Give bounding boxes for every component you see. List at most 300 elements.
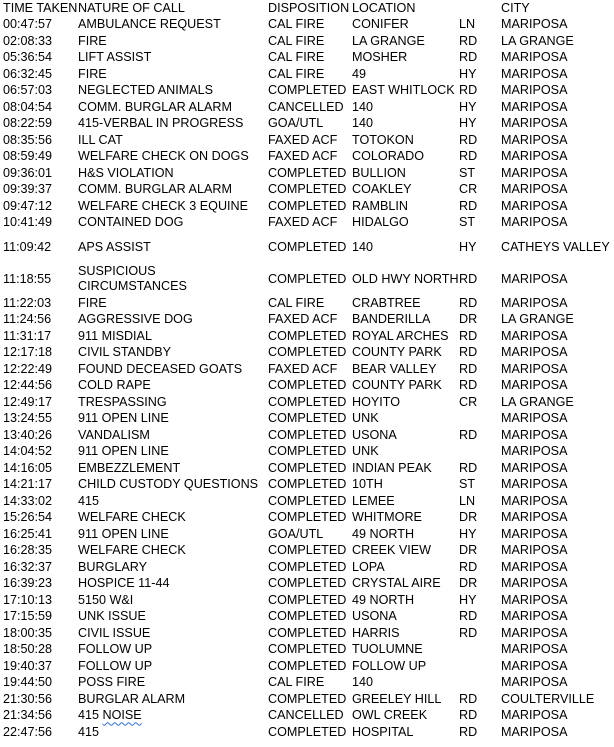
location-cell: COUNTY PARK [352,345,442,360]
city-cell: MARIPOSA [501,460,568,475]
location-cell: HOSPITAL [352,724,414,739]
time-cell: 05:36:54 [3,50,53,65]
table-row [0,263,614,295]
city-cell: MARIPOSA [501,17,568,32]
city-cell: MARIPOSA [501,592,568,607]
disposition-cell: COMPLETED [268,411,347,426]
disposition-cell: CAL FIRE [268,675,325,690]
time-cell: 11:22:03 [3,295,52,310]
table-row [0,165,614,182]
time-cell: 19:44:50 [3,675,53,690]
location-cell: 10TH [352,477,383,492]
street-suffix-cell: RD [459,708,478,723]
street-suffix-cell: RD [459,328,478,343]
disposition-cell: FAXED ACF [268,361,338,376]
street-suffix-cell: RD [459,198,478,213]
time-cell: 11:18:55 [3,271,52,286]
city-cell: MARIPOSA [501,271,568,286]
disposition-cell: CAL FIRE [268,66,325,81]
time-cell: 09:36:01 [3,165,53,180]
nature-cell: SUSPICIOUS CIRCUMSTANCES [78,264,187,293]
nature-cell: COMM. BURGLAR ALARM [78,182,232,197]
time-cell: 17:10:13 [3,592,53,607]
nature-cell: CONTAINED DOG [78,215,184,230]
location-cell: CREEK VIEW [352,543,432,558]
disposition-cell: COMPLETED [268,427,347,442]
city-cell: MARIPOSA [501,526,568,541]
disposition-cell: COMPLETED [268,510,347,525]
city-cell: MARIPOSA [501,493,568,508]
street-suffix-cell: RD [459,427,478,442]
city-cell: MARIPOSA [501,66,568,81]
time-cell: 12:17:18 [3,345,53,360]
street-suffix-cell [456,675,498,692]
city-cell: MARIPOSA [501,149,568,164]
city-cell: MARIPOSA [501,609,568,624]
location-cell: 140 [352,116,374,131]
time-cell: 08:35:56 [3,132,53,147]
nature-cell: NEGLECTED ANIMALS [78,83,214,98]
location-cell: TUOLUMNE [352,642,423,657]
city-cell: MARIPOSA [501,132,568,147]
street-suffix-cell: DR [459,543,478,558]
city-cell: MARIPOSA [501,215,568,230]
nature-cell: 911 MISDIAL [78,328,152,343]
street-suffix-cell: ST [459,165,476,180]
street-suffix-cell: RD [459,378,478,393]
nature-cell: EMBEZZLEMENT [78,460,181,475]
table-row [0,328,614,345]
location-cell: COLORADO [352,149,425,164]
disposition-cell: COMPLETED [268,198,347,213]
street-suffix-cell: RD [459,149,478,164]
city-cell: MARIPOSA [501,182,568,197]
disposition-cell: COMPLETED [268,477,347,492]
street-suffix-cell: HY [459,592,477,607]
time-cell: 11:09:42 [3,239,52,254]
time-cell: 09:39:37 [3,182,53,197]
time-cell: 16:25:41 [3,526,53,541]
table-row [0,477,614,494]
time-cell: 08:22:59 [3,116,53,131]
location-cell: LOPA [352,559,385,574]
street-suffix-cell: RD [459,33,478,48]
nature-cell: CIVIL ISSUE [78,625,151,640]
table-row [0,658,614,675]
disposition-cell: COMPLETED [268,543,347,558]
disposition-cell: COMPLETED [268,239,347,254]
location-cell: OLD HWY NORTH [352,271,459,286]
city-cell: MARIPOSA [501,675,568,690]
table-row [0,149,614,166]
nature-cell: BURGLAR ALARM [78,691,186,706]
city-cell: MARIPOSA [501,576,568,591]
time-cell: 22:47:56 [3,724,53,739]
table-row [0,116,614,133]
table-row [0,132,614,149]
time-cell: 16:28:35 [3,543,53,558]
table-row [0,378,614,395]
city-cell: LA GRANGE [501,312,574,327]
header-location: LOCATION [352,0,416,15]
street-suffix-cell: HY [459,116,477,131]
location-cell: COAKLEY [352,182,412,197]
location-cell: HIDALGO [352,215,409,230]
time-cell: 12:44:56 [3,378,53,393]
disposition-cell: COMPLETED [268,691,347,706]
location-cell: 140 [352,99,374,114]
table-row [0,708,614,725]
time-cell: 10:41:49 [3,215,53,230]
table-row [0,724,614,741]
street-suffix-cell [456,642,498,659]
location-cell: CRABTREE [352,295,421,310]
street-suffix-cell: RD [459,724,478,739]
disposition-cell: COMPLETED [268,576,347,591]
city-cell: LA GRANGE [501,394,574,409]
location-cell: USONA [352,427,397,442]
time-cell: 11:24:56 [3,312,52,327]
nature-cell: CIVIL STANDBY [78,345,172,360]
location-cell: UNK [352,444,379,459]
time-cell: 08:59:49 [3,149,53,164]
disposition-cell: COMPLETED [268,165,347,180]
table-row [0,691,614,708]
street-suffix-cell: CR [459,394,478,409]
header-time: TIME TAKEN [3,0,78,15]
disposition-cell: FAXED ACF [268,312,338,327]
table-row [0,592,614,609]
disposition-cell: COMPLETED [268,345,347,360]
street-suffix-cell: DR [459,312,478,327]
street-suffix-cell: RD [459,345,478,360]
time-cell: 08:04:54 [3,99,53,114]
location-cell: MOSHER [352,50,408,65]
city-cell: MARIPOSA [501,510,568,525]
street-suffix-cell: RD [459,460,478,475]
nature-cell: 911 OPEN LINE [78,444,169,459]
location-cell: ROYAL ARCHES [352,328,449,343]
table-row [0,411,614,428]
nature-cell: COLD RAPE [78,378,151,393]
street-suffix-cell: LN [459,493,476,508]
location-cell: BULLION [352,165,406,180]
nature-cell: 911 OPEN LINE [78,411,169,426]
location-cell: HARRIS [352,625,400,640]
street-suffix-cell: RD [459,50,478,65]
nature-cell: 415 [78,493,100,508]
nature-cell: 5150 W&I [78,592,134,607]
nature-cell: HOSPICE 11-44 [78,576,170,591]
header-suffix [456,0,498,17]
disposition-cell: COMPLETED [268,328,347,343]
nature-cell: WELFARE CHECK 3 EQUINE [78,198,249,213]
street-suffix-cell: RD [459,609,478,624]
time-cell: 14:33:02 [3,493,53,508]
street-suffix-cell: RD [459,691,478,706]
city-cell: MARIPOSA [501,328,568,343]
nature-cell: WELFARE CHECK [78,543,186,558]
time-cell: 14:21:17 [3,477,53,492]
city-cell: MARIPOSA [501,658,568,673]
table-row [0,576,614,593]
city-cell: MARIPOSA [501,543,568,558]
disposition-cell: COMPLETED [268,609,347,624]
location-cell: BEAR VALLEY [352,361,437,376]
city-cell: MARIPOSA [501,444,568,459]
street-suffix-cell: RD [459,361,478,376]
time-cell: 14:04:52 [3,444,53,459]
disposition-cell: FAXED ACF [268,132,338,147]
nature-cell: LIFT ASSIST [78,50,152,65]
time-cell: 18:00:35 [3,625,53,640]
table-row [0,83,614,100]
disposition-cell: CANCELLED [268,708,344,723]
table-row [0,460,614,477]
disposition-cell: COMPLETED [268,592,347,607]
nature-cell: VANDALISM [78,427,150,442]
street-suffix-cell: RD [459,559,478,574]
table-row [0,295,614,312]
table-row [0,625,614,642]
disposition-cell: GOA/UTL [268,116,324,131]
disposition-cell: GOA/UTL [268,526,324,541]
table-row [0,543,614,560]
table-row [0,182,614,199]
location-cell: UNK [352,411,379,426]
disposition-cell: COMPLETED [268,559,347,574]
street-suffix-cell: ST [459,215,476,230]
time-cell: 12:22:49 [3,361,53,376]
street-suffix-cell: RD [459,625,478,640]
nature-cell: COMM. BURGLAR ALARM [78,99,232,114]
table-row [0,17,614,34]
street-suffix-cell: CR [459,182,478,197]
disposition-cell: COMPLETED [268,271,347,286]
location-cell: TOTOKON [352,132,414,147]
table-row [0,444,614,461]
table-row [0,493,614,510]
street-suffix-cell: LN [459,17,476,32]
time-cell: 19:40:37 [3,658,53,673]
nature-cell: FOUND DECEASED GOATS [78,361,243,376]
city-cell: MARIPOSA [501,345,568,360]
city-cell: MARIPOSA [501,295,568,310]
disposition-cell: CAL FIRE [268,17,325,32]
disposition-cell: COMPLETED [268,460,347,475]
disposition-cell: FAXED ACF [268,149,338,164]
table-row [0,510,614,527]
time-cell: 14:16:05 [3,460,53,475]
nature-cell: FOLLOW UP [78,658,153,673]
disposition-cell: CAL FIRE [268,50,325,65]
time-cell: 00:47:57 [3,17,53,32]
header-nature: NATURE OF CALL [78,0,185,15]
city-cell: MARIPOSA [501,83,568,98]
city-cell: CATHEYS VALLEY [501,239,610,254]
time-cell: 15:26:54 [3,510,53,525]
table-row [0,609,614,626]
disposition-cell: COMPLETED [268,394,347,409]
street-suffix-cell: RD [459,295,478,310]
nature-cell: BURGLARY [78,559,148,574]
street-suffix-cell: RD [459,132,478,147]
table-row [0,231,614,263]
nature-cell: FIRE [78,33,107,48]
nature-cell: APS ASSIST [78,239,151,254]
disposition-cell: COMPLETED [268,493,347,508]
street-suffix-cell: DR [459,576,478,591]
time-cell: 06:57:03 [3,83,53,98]
street-suffix-cell: RD [459,271,478,286]
time-cell: 21:30:56 [3,691,53,706]
table-row [0,198,614,215]
disposition-cell: COMPLETED [268,182,347,197]
city-cell: MARIPOSA [501,559,568,574]
disposition-cell: COMPLETED [268,625,347,640]
nature-cell: AGGRESSIVE DOG [78,312,193,327]
street-suffix-cell: HY [459,99,477,114]
city-cell: MARIPOSA [501,165,568,180]
city-cell: MARIPOSA [501,378,568,393]
table-row [0,33,614,50]
header-disposition: DISPOSITION [268,0,350,15]
time-cell: 09:47:12 [3,198,53,213]
nature-cell: FIRE [78,66,107,81]
nature-cell: 415 NOISE [78,708,142,723]
city-cell: MARIPOSA [501,477,568,492]
city-cell: MARIPOSA [501,411,568,426]
location-cell: 140 [352,675,374,690]
city-cell: MARIPOSA [501,427,568,442]
nature-cell: ILL CAT [78,132,123,147]
disposition-cell: COMPLETED [268,83,347,98]
city-cell: MARIPOSA [501,724,568,739]
table-row [0,361,614,378]
location-cell: 49 [352,66,367,81]
location-cell: 49 NORTH [352,526,415,541]
location-cell: HOYITO [352,394,401,409]
nature-cell: 415 [78,724,100,739]
time-cell: 11:31:17 [3,328,52,343]
city-cell: LA GRANGE [501,33,574,48]
nature-cell: H&S VIOLATION [78,165,174,180]
city-cell: MARIPOSA [501,99,568,114]
location-cell: INDIAN PEAK [352,460,432,475]
location-cell: RAMBLIN [352,198,408,213]
table-row [0,215,614,232]
time-cell: 16:32:37 [3,559,53,574]
disposition-cell: COMPLETED [268,724,347,739]
table-row [0,66,614,83]
street-suffix-cell: ST [459,477,476,492]
street-suffix-cell: HY [459,239,477,254]
city-cell: MARIPOSA [501,625,568,640]
city-cell: MARIPOSA [501,116,568,131]
nature-cell: FIRE [78,295,107,310]
header-row [0,0,614,17]
nature-cell: CHILD CUSTODY QUESTIONS [78,477,259,492]
header-city: CITY [501,0,530,15]
time-cell: 21:34:56 [3,708,53,723]
disposition-cell: COMPLETED [268,378,347,393]
nature-cell: 911 OPEN LINE [78,526,169,541]
table-row [0,642,614,659]
nature-cell: 415-VERBAL IN PROGRESS [78,116,244,131]
disposition-cell: COMPLETED [268,444,347,459]
time-cell: 06:32:45 [3,66,53,81]
location-cell: LA GRANGE [352,33,425,48]
location-cell: 49 NORTH [352,592,415,607]
table-row [0,427,614,444]
table-row [0,345,614,362]
street-suffix-cell: RD [459,83,478,98]
location-cell: FOLLOW UP [352,658,427,673]
time-cell: 18:50:28 [3,642,53,657]
disposition-cell: FAXED ACF [268,215,338,230]
nature-cell: WELFARE CHECK ON DOGS [78,149,249,164]
city-cell: MARIPOSA [501,708,568,723]
city-cell: COULTERVILLE [501,691,595,706]
table-row [0,559,614,576]
nature-cell: TRESPASSING [78,394,167,409]
location-cell: CRYSTAL AIRE [352,576,441,591]
time-cell: 12:49:17 [3,394,53,409]
time-cell: 17:15:59 [3,609,53,624]
nature-cell: AMBULANCE REQUEST [78,17,221,32]
location-cell: LEMEE [352,493,395,508]
location-cell: EAST WHITLOCK [352,83,455,98]
location-cell: WHITMORE [352,510,422,525]
location-cell: CONIFER [352,17,409,32]
location-cell: OWL CREEK [352,708,428,723]
table-row [0,394,614,411]
city-cell: MARIPOSA [501,198,568,213]
location-cell: GREELEY HILL [352,691,442,706]
time-cell: 02:08:33 [3,33,53,48]
time-cell: 16:39:23 [3,576,53,591]
disposition-cell: CANCELLED [268,99,344,114]
nature-cell: UNK ISSUE [78,609,146,624]
spellcheck-underline: NOISE [102,708,142,723]
time-cell: 13:24:55 [3,411,53,426]
street-suffix-cell [456,658,498,675]
table-row [0,312,614,329]
table-row [0,99,614,116]
table-row [0,50,614,67]
location-cell: 140 [352,239,374,254]
street-suffix-cell: DR [459,510,478,525]
nature-cell: POSS FIRE [78,675,146,690]
location-cell: USONA [352,609,397,624]
street-suffix-cell: HY [459,526,477,541]
city-cell: MARIPOSA [501,361,568,376]
city-cell: MARIPOSA [501,50,568,65]
table-row [0,526,614,543]
disposition-cell: CAL FIRE [268,295,325,310]
disposition-cell: COMPLETED [268,642,347,657]
location-cell: BANDERILLA [352,312,431,327]
street-suffix-cell [456,411,498,428]
location-cell: COUNTY PARK [352,378,442,393]
nature-cell: WELFARE CHECK [78,510,186,525]
disposition-cell: CAL FIRE [268,33,325,48]
street-suffix-cell: HY [459,66,477,81]
city-cell: MARIPOSA [501,642,568,657]
time-cell: 13:40:26 [3,427,53,442]
nature-cell: FOLLOW UP [78,642,153,657]
street-suffix-cell [456,444,498,461]
